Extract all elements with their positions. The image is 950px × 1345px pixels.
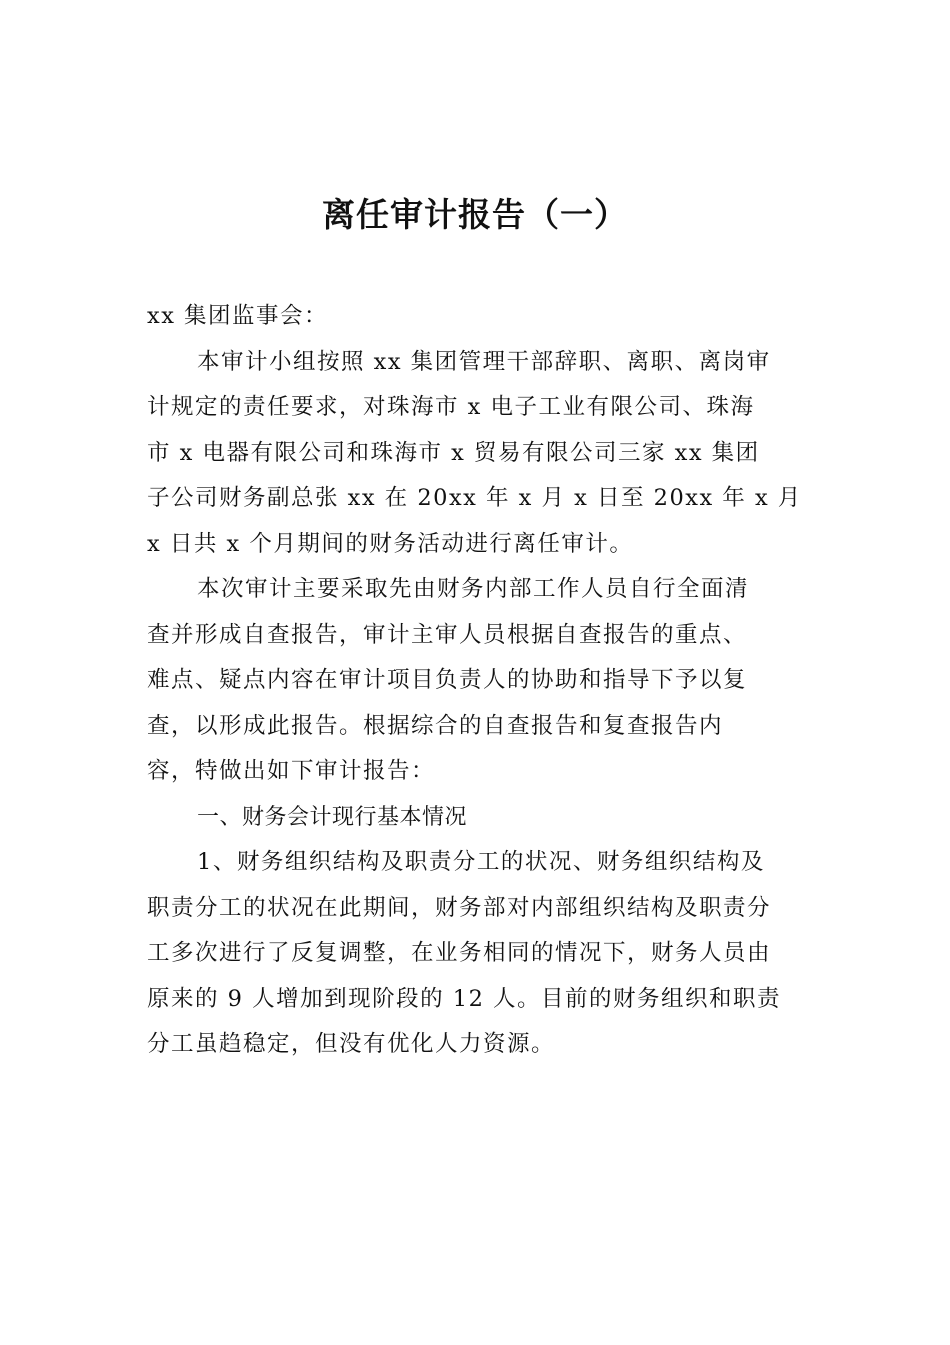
paragraph-line: x 日共 x 个月期间的财务活动进行离任审计。 [147, 530, 634, 557]
paragraph-line: 分工虽趋稳定，但没有优化人力资源。 [147, 1031, 556, 1057]
paragraph-line: 1、财务组织结构及职责分工的状况、财务组织结构及 [197, 849, 765, 875]
section-heading: 一、财务会计现行基本情况 [197, 804, 468, 830]
paragraph-organization-structure [147, 840, 795, 1068]
paragraph-audit-method [147, 567, 795, 795]
document-body [147, 294, 802, 1068]
paragraph-line: 原来的 9 人增加到现阶段的 12 人。目前的财务组织和职责 [147, 985, 782, 1012]
document-title: 离任审计报告（一） [322, 195, 628, 234]
paragraph-line: 计规定的责任要求，对珠海市 x 电子工业有限公司、珠海 [147, 394, 755, 420]
paragraph-line: 子公司财务副总张 xx 在 20xx 年 x 月 x 日至 20xx 年 x 月 [147, 485, 802, 511]
paragraph-line: 本次审计主要采取先由财务内部工作人员自行全面清 [197, 576, 750, 602]
salutation: xx 集团监事会： [147, 303, 329, 329]
paragraph-line: 难点、疑点内容在审计项目负责人的协助和指导下予以复 [147, 667, 748, 693]
paragraph-line: 职责分工的状况在此期间，财务部对内部组织结构及职责分 [147, 894, 772, 921]
paragraph-line: 查并形成自查报告，审计主审人员根据自查报告的重点、 [147, 621, 748, 648]
paragraph-line: 容，特做出如下审计报告： [147, 758, 436, 784]
paragraph-audit-scope [147, 340, 802, 568]
paragraph-line: 工多次进行了反复调整，在业务相同的情况下，财务人员由 [147, 940, 772, 966]
paragraph-line: 市 x 电器有限公司和珠海市 x 贸易有限公司三家 xx 集团 [147, 439, 760, 466]
paragraph-line: 本审计小组按照 xx 集团管理干部辞职、离职、离岗审 [197, 348, 771, 375]
paragraph-line: 查，以形成此报告。根据综合的自查报告和复查报告内 [147, 712, 724, 739]
